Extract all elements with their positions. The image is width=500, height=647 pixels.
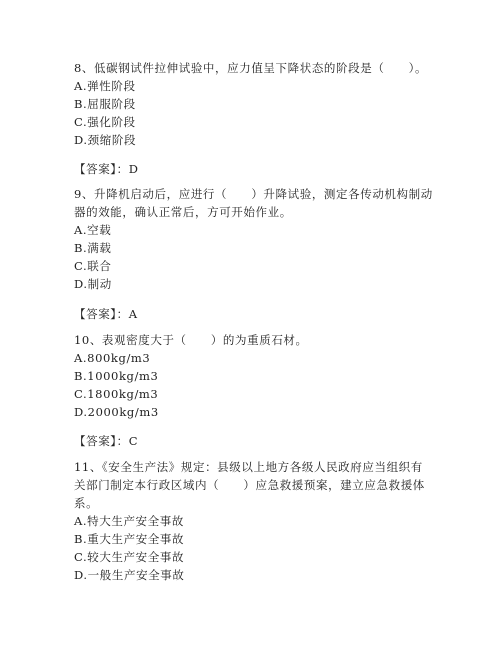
option-list: [74, 221, 434, 293]
answer-8: 【答案】：D: [74, 162, 139, 176]
question-stem: 9、升降机启动后，应进行（ ）升降试验，测定各传动机构制动器的效能，确认正常后，方可开始作业。: [74, 187, 433, 219]
option-a: A.800kg/m3: [74, 351, 151, 365]
option-a: A.弹性阶段: [74, 79, 136, 93]
option-b: B.满载: [74, 241, 112, 255]
option-list: [74, 349, 434, 421]
option-c: C.强化阶段: [74, 115, 136, 129]
option-a: A.空载: [74, 223, 112, 237]
option-d: D.一般生产安全事故: [74, 568, 185, 582]
option-d: D.颈缩阶段: [74, 133, 137, 147]
option-b: B.屈服阶段: [74, 97, 136, 111]
question-stem: 8、低碳钢试件拉伸试验中，应力值呈下降状态的阶段是（ ）。: [74, 61, 428, 75]
question-11: [74, 458, 434, 584]
option-a: A.特大生产安全事故: [74, 514, 184, 528]
option-c: C.1800kg/m3: [74, 387, 159, 401]
question-8: [74, 59, 434, 149]
question-10: [74, 331, 434, 421]
option-b: B.重大生产安全事故: [74, 532, 185, 546]
option-c: C.较大生产安全事故: [74, 550, 185, 564]
option-b: B.1000kg/m3: [74, 369, 159, 383]
option-list: [74, 512, 434, 584]
option-d: D.制动: [74, 277, 112, 291]
answer-10: 【答案】：C: [74, 434, 139, 448]
question-9: [74, 185, 434, 293]
question-stem: 11、《安全生产法》规定：县级以上地方各级人民政府应当组织有关部门制定本行政区域内（ ）应急救援预案，建立应急救援体系。: [74, 460, 425, 510]
answer-9: 【答案】：A: [74, 307, 138, 321]
question-stem: 10、表观密度大于（ ）的为重质石材。: [74, 333, 308, 347]
option-list: [74, 77, 434, 149]
option-d: D.2000kg/m3: [74, 405, 159, 419]
option-c: C.联合: [74, 259, 112, 273]
